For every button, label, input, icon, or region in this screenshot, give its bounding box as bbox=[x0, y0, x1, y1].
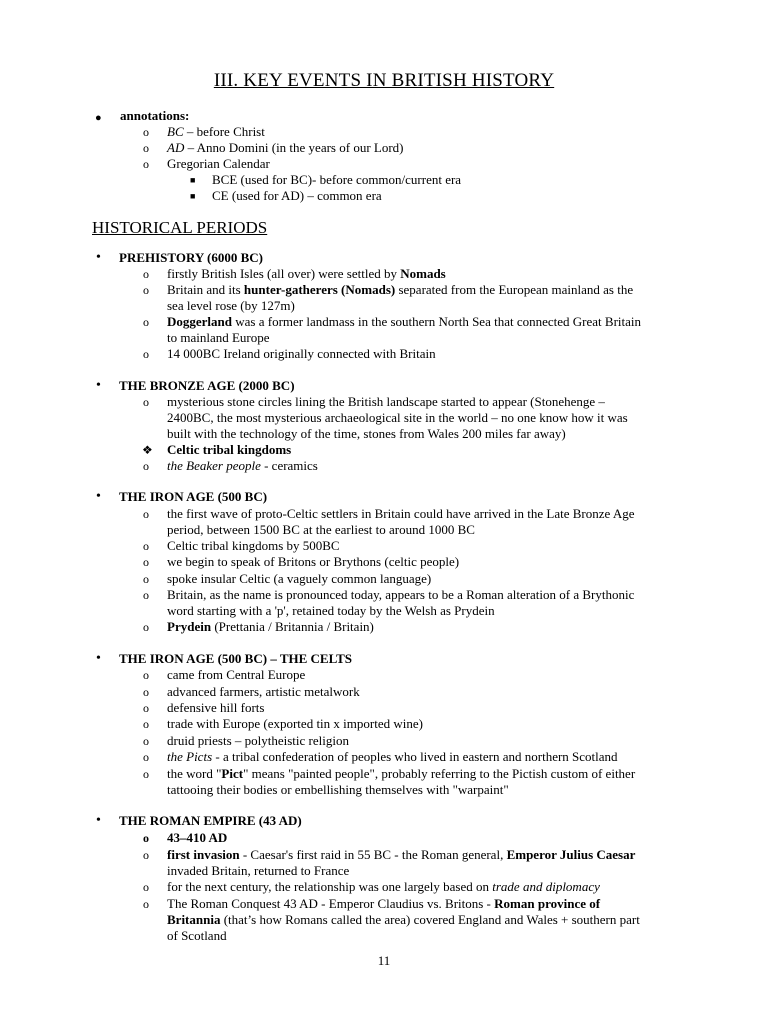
bronze-item-1-cont: built with the technology of the time, stones from Wales 200 miles far away) bbox=[167, 426, 566, 441]
prehistory-item-3-cont: to mainland Europe bbox=[167, 330, 270, 345]
bronze-age-heading: THE BRONZE AGE (2000 BC) bbox=[119, 378, 295, 393]
iron-item-2: Celtic tribal kingdoms by 500BC bbox=[167, 538, 340, 553]
roman-item-2-cont: invaded Britain, returned to France bbox=[167, 863, 350, 878]
prehistory-item-3: Doggerland was a former landmass in the southern North Sea that connected Great Britain bbox=[167, 314, 642, 329]
bullet-circle: o bbox=[143, 734, 149, 748]
prehistory-item-4: 14 000BC Ireland originally connected with Britain bbox=[167, 346, 436, 361]
celts-item-7: the word "Pict" means "painted people", probably referring to the Pictish custom of either bbox=[167, 766, 636, 781]
bullet-circle: o bbox=[143, 157, 149, 171]
bullet-circle: o bbox=[143, 555, 149, 569]
celts-item-5: druid priests – polytheistic religion bbox=[167, 733, 349, 748]
bullet-dot: • bbox=[96, 250, 101, 265]
bullet-circle: o bbox=[143, 750, 149, 764]
bullet-circle: o bbox=[143, 507, 149, 521]
bullet-circle: o bbox=[143, 880, 149, 894]
page-title: III. KEY EVENTS IN BRITISH HISTORY bbox=[213, 70, 555, 91]
annotations-heading: annotations: bbox=[120, 108, 190, 123]
bullet-square: ■ bbox=[190, 191, 196, 201]
bullet-circle: o bbox=[143, 283, 149, 297]
bullet-circle: o bbox=[143, 668, 149, 682]
bullet-square: ■ bbox=[190, 175, 196, 185]
celts-item-4: trade with Europe (exported tin x imported wine) bbox=[167, 716, 423, 731]
iron-item-5-cont: word starting with a 'p', retained today by the Welsh as Prydein bbox=[167, 603, 495, 618]
celts-item-7-cont: tattooing their bodies or embellishing themselves with "warpaint" bbox=[167, 782, 509, 797]
bullet-circle: o bbox=[143, 848, 149, 862]
annotation-ce: CE (used for AD) – common era bbox=[212, 188, 382, 203]
bronze-item-1-cont: 2400BC, the most mysterious archaeological site in the world – no one know how it was bbox=[167, 410, 628, 425]
bronze-item-1: mysterious stone circles lining the British landscape started to appear (Stonehenge – bbox=[167, 394, 605, 409]
celts-item-1: came from Central Europe bbox=[167, 667, 306, 682]
bronze-item-3: the Beaker people - ceramics bbox=[167, 458, 318, 473]
bullet-circle: o bbox=[143, 831, 149, 845]
celts-item-3: defensive hill forts bbox=[167, 700, 265, 715]
bullet-circle: o bbox=[143, 315, 149, 329]
bullet-circle: o bbox=[143, 767, 149, 781]
prehistory-item-1: firstly British Isles (all over) were settled by Nomads bbox=[167, 266, 446, 281]
bullet-circle: o bbox=[143, 717, 149, 731]
bullet-circle: o bbox=[143, 539, 149, 553]
bronze-item-2: Celtic tribal kingdoms bbox=[167, 442, 292, 457]
roman-item-3: for the next century, the relationship was one largely based on trade and diplomacy bbox=[167, 879, 600, 894]
bullet-circle: o bbox=[143, 572, 149, 586]
bullet-circle: o bbox=[143, 685, 149, 699]
bullet-circle: o bbox=[143, 701, 149, 715]
bullet-diamond: ❖ bbox=[142, 443, 153, 457]
page-number: 11 bbox=[377, 953, 391, 968]
bullet-circle: o bbox=[143, 897, 149, 911]
celts-item-6: the Picts - a tribal confederation of peoples who lived in eastern and northern Scotland bbox=[167, 749, 618, 764]
iron-item-6: Prydein (Prettania / Britannia / Britain) bbox=[167, 619, 374, 634]
bullet-circle: o bbox=[143, 588, 149, 602]
roman-item-1: 43–410 AD bbox=[167, 830, 228, 845]
bullet-circle: o bbox=[143, 459, 149, 473]
iron-item-3: we begin to speak of Britons or Brythons (celtic people) bbox=[167, 554, 460, 569]
bullet-dot: ● bbox=[95, 112, 102, 124]
bullet-dot: • bbox=[96, 813, 101, 828]
annotation-gregorian: Gregorian Calendar bbox=[167, 156, 270, 171]
bullet-circle: o bbox=[143, 395, 149, 409]
bullet-circle: o bbox=[143, 620, 149, 634]
roman-item-4: The Roman Conquest 43 AD - Emperor Claudius vs. Britons - Roman province of bbox=[167, 896, 601, 911]
roman-item-4-cont: of Scotland bbox=[167, 928, 227, 943]
bullet-dot: • bbox=[96, 651, 101, 666]
prehistory-item-2-cont: sea level rose (by 127m) bbox=[167, 298, 295, 313]
celts-heading: THE IRON AGE (500 BC) – THE CELTS bbox=[119, 651, 352, 666]
annotation-ad: AD – Anno Domini (in the years of our Lord) bbox=[167, 140, 404, 155]
roman-item-4-cont: Britannia (that’s how Romans called the area) covered England and Wales + southern part bbox=[167, 912, 640, 927]
bullet-circle: o bbox=[143, 347, 149, 361]
prehistory-item-2: Britain and its hunter-gatherers (Nomads) separated from the European mainland as the bbox=[167, 282, 634, 297]
iron-item-1: the first wave of proto-Celtic settlers in Britain could have arrived in the Late Bronze Age bbox=[167, 506, 635, 521]
historical-periods-heading: HISTORICAL PERIODS bbox=[92, 218, 268, 237]
annotation-bc: BC – before Christ bbox=[167, 124, 265, 139]
annotation-bce: BCE (used for BC)- before common/current era bbox=[212, 172, 462, 187]
bullet-circle: o bbox=[143, 141, 149, 155]
celts-item-2: advanced farmers, artistic metalwork bbox=[167, 684, 360, 699]
roman-item-2: first invasion - Caesar's first raid in 55 BC - the Roman general, Emperor Julius Caesar bbox=[167, 847, 636, 862]
bullet-dot: • bbox=[96, 378, 101, 393]
iron-age-heading: THE IRON AGE (500 BC) bbox=[119, 489, 268, 504]
bullet-circle: o bbox=[143, 267, 149, 281]
bullet-circle: o bbox=[143, 125, 149, 139]
roman-empire-heading: THE ROMAN EMPIRE (43 AD) bbox=[119, 813, 302, 828]
iron-item-4: spoke insular Celtic (a vaguely common language) bbox=[167, 571, 432, 586]
prehistory-heading: PREHISTORY (6000 BC) bbox=[119, 250, 264, 265]
iron-item-5: Britain, as the name is pronounced today, appears to be a Roman alteration of a Brythonic bbox=[167, 587, 635, 602]
iron-item-1-cont: period, between 1500 BC at the earliest to around 1000 BC bbox=[167, 522, 475, 537]
bullet-dot: • bbox=[96, 489, 101, 504]
